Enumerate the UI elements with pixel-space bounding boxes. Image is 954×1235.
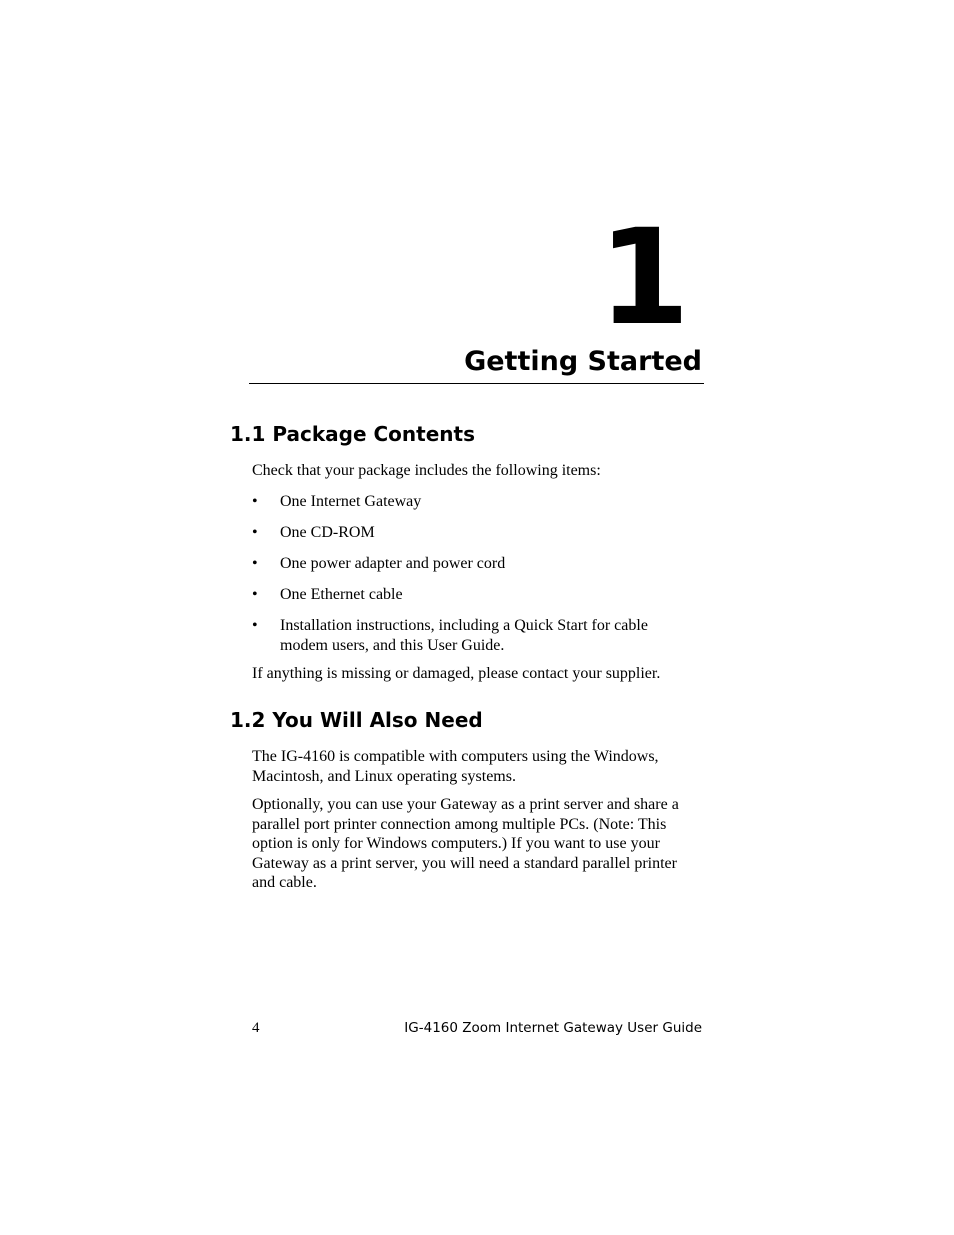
chapter-rule <box>249 383 704 384</box>
package-outro: If anything is missing or damaged, please contact your supplier. <box>252 665 661 682</box>
list-item-text: One Internet Gateway <box>280 493 422 510</box>
list-item-text: Installation instructions, including a Quick Start for cable modem users, and this User Guide. <box>280 617 648 654</box>
list-item <box>252 554 707 574</box>
bullet-icon: • <box>252 493 258 510</box>
section-heading-package-contents: 1.1 Package Contents <box>230 422 475 446</box>
footer-page-number: 4 <box>252 1020 260 1036</box>
footer-guide-title: IG-4160 Zoom Internet Gateway User Guide <box>404 1020 702 1036</box>
bullet-icon: • <box>252 555 258 572</box>
list-item <box>252 585 707 605</box>
bullet-icon: • <box>252 586 258 603</box>
chapter-title: Getting Started <box>464 346 702 377</box>
package-intro: Check that your package includes the following items: <box>252 462 601 479</box>
bullet-icon: • <box>252 617 258 634</box>
list-item-text: One power adapter and power cord <box>280 555 506 572</box>
list-item-text: One Ethernet cable <box>280 586 403 603</box>
bullet-icon: • <box>252 524 258 541</box>
section-heading-you-will-also-need: 1.2 You Will Also Need <box>230 708 483 732</box>
print-server-paragraph: Optionally, you can use your Gateway as a print server and share a parallel port printer connection among multiple PCs. (Note: This option is only for Windows computers.) If you want to use your Gateway as a print server, you will need a standard parallel printer and cable. <box>252 796 679 891</box>
compatibility-paragraph: The IG-4160 is compatible with computers using the Windows, Macintosh, and Linux operating systems. <box>252 748 659 785</box>
list-item-text: One CD-ROM <box>280 524 375 541</box>
list-item <box>252 523 707 543</box>
list-item <box>252 492 707 512</box>
chapter-number: 1 <box>598 201 686 355</box>
list-item <box>252 616 707 655</box>
